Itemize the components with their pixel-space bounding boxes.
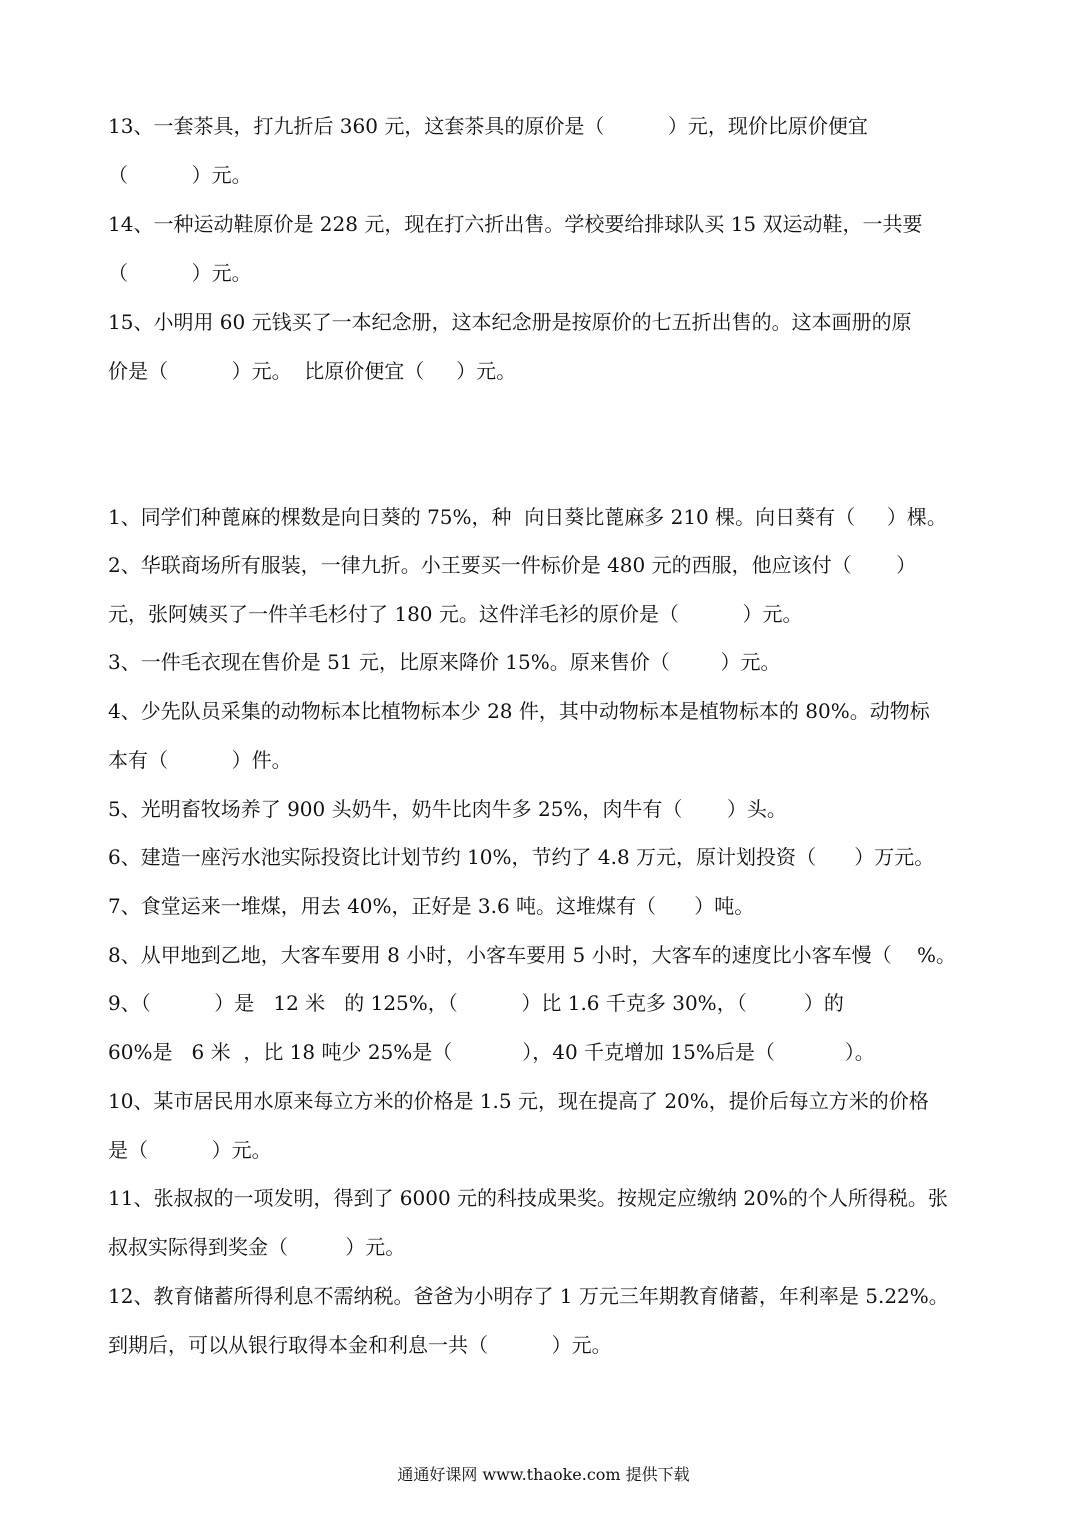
question-13-line-2: （ ）元。 — [108, 163, 252, 187]
question-12-line-1: 12、教育储蓄所得利息不需纳税。爸爸为小明存了 1 万元三年期教育储蓄，年利率是 5.22%。 — [108, 1284, 949, 1308]
question-14-line-2: （ ）元。 — [108, 261, 252, 285]
question-10-line-2: 是（ ）元。 — [108, 1138, 272, 1162]
question-10-line-1: 10、某市居民用水原来每立方米的价格是 1.5 元，现在提高了 20%，提价后每立方米的价格 — [108, 1089, 929, 1113]
question-15-line-1: 15、小明用 60 元钱买了一本纪念册，这本纪念册是按原价的七五折出售的。这本画册的原 — [108, 310, 912, 334]
page-footer: 通通好课网 www.thaoke.com 提供下载 — [397, 1465, 690, 1484]
question-13-line-1: 13、一套茶具，打九折后 360 元，这套茶具的原价是（ ）元，现价比原价便宜 — [108, 114, 868, 138]
question-3-line-1: 3、一件毛衣现在售价是 51 元，比原来降价 15%。原来售价（ ）元。 — [108, 650, 781, 674]
question-14-line-1: 14、一种运动鞋原价是 228 元，现在打六折出售。学校要给排球队买 15 双运动鞋，一共要 — [108, 212, 923, 236]
question-9-line-1: 9、（ ）是 12 米 的 125%，（ ）比 1.6 千克多 30%，（ ）的 — [108, 991, 844, 1015]
question-2-line-2: 元，张阿姨买了一件羊毛杉付了 180 元。这件洋毛衫的原价是（ ）元。 — [108, 602, 803, 626]
question-11-line-1: 11、张叔叔的一项发明，得到了 6000 元的科技成果奖。按规定应缴纳 20%的个人所得税。张 — [108, 1186, 948, 1210]
question-5-line-1: 5、光明畜牧场养了 900 头奶牛，奶牛比肉牛多 25%，肉牛有（ ）头。 — [108, 797, 787, 821]
question-6-line-1: 6、建造一座污水池实际投资比计划节约 10%，节约了 4.8 万元，原计划投资（ ）万元。 — [108, 845, 935, 869]
question-4-line-1: 4、少先队员采集的动物标本比植物标本少 28 件，其中动物标本是植物标本的 80%。动物标 — [108, 699, 930, 723]
question-8-line-1: 8、从甲地到乙地，大客车要用 8 小时，小客车要用 5 小时，大客车的速度比小客车慢（ %。 — [108, 943, 957, 967]
question-12-line-2: 到期后，可以从银行取得本金和利息一共（ ）元。 — [108, 1333, 612, 1357]
question-7-line-1: 7、食堂运来一堆煤，用去 40%，正好是 3.6 吨。这堆煤有（ ）吨。 — [108, 894, 755, 918]
question-1-line-1: 1、同学们种蓖麻的棵数是向日葵的 75%，种 向日葵比蓖麻多 210 棵。向日葵有（ ）棵。 — [108, 505, 947, 529]
question-2-line-1: 2、华联商场所有服装，一律九折。小王要买一件标价是 480 元的西服，他应该付（ ） — [108, 553, 917, 577]
question-11-line-2: 叔叔实际得到奖金（ ）元。 — [108, 1235, 406, 1259]
question-9-line-2: 60%是 6 米 ，比 18 吨少 25%是（ ），40 千克增加 15%后是（ ）。 — [108, 1040, 875, 1064]
question-15-line-2: 价是（ ）元。 比原价便宜（ ）元。 — [108, 359, 517, 383]
question-4-line-2: 本有（ ）件。 — [108, 748, 292, 772]
